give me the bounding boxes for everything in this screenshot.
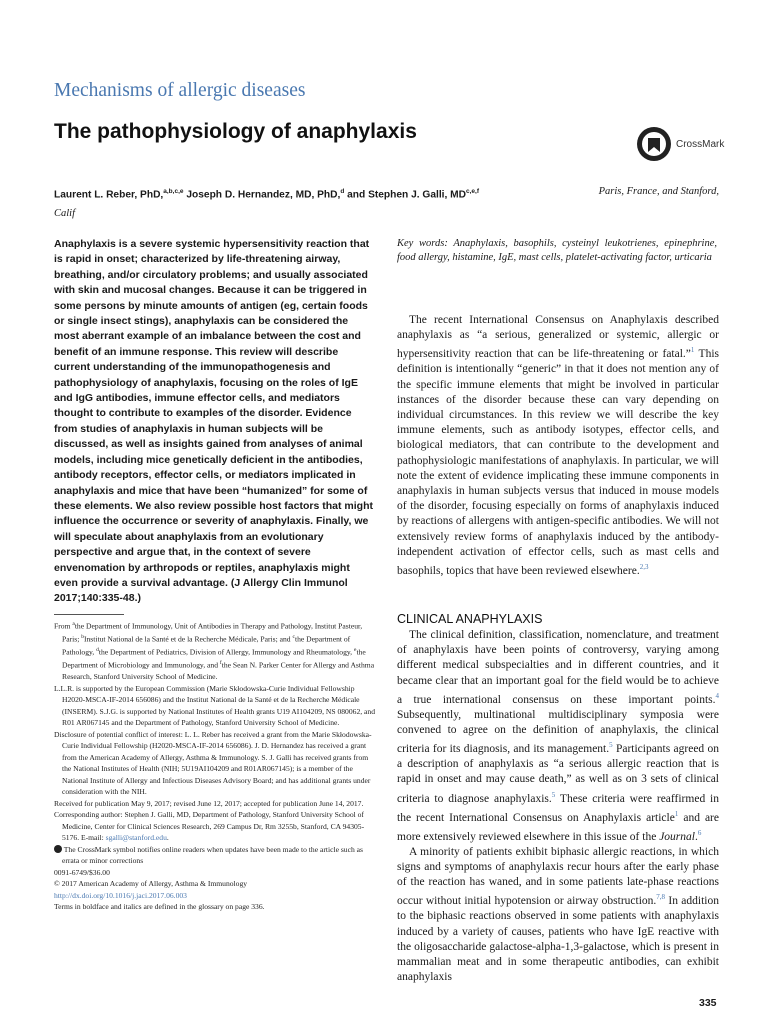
reference-link[interactable]: 5 — [551, 790, 556, 799]
footnote-issn: 0091-6749/$36.00 — [54, 867, 110, 877]
section-heading-clinical-anaphylaxis: CLINICAL ANAPHYLAXIS — [397, 612, 543, 626]
author-affiliation-marks: c,e,f — [466, 188, 480, 195]
crossmark-icon — [636, 126, 672, 162]
footnote-crossmark: The CrossMark symbol notifies online readers when updates have been made to the article such as errata or minor corrections — [54, 844, 376, 867]
reference-link[interactable]: 4 — [715, 691, 719, 700]
doi-link[interactable]: http://dx.doi.org/10.1016/j.jaci.2017.06.003 — [54, 890, 187, 900]
footnote-received: Received for publication May 9, 2017; revised June 12, 2017; accepted for publication June 14, 2017. — [54, 798, 364, 808]
keywords-text: Anaphylaxis, basophils, cysteinyl leukotrienes, epinephrine, food allergy, histamine, IgE, mast cells, platelet-activating factor, urticaria — [397, 238, 717, 263]
crossmark-badge[interactable] — [636, 126, 724, 162]
affiliation-location: Paris, France, and Stanford, — [598, 186, 719, 197]
section-label: Mechanisms of allergic diseases — [54, 80, 306, 101]
author-name: Joseph D. Hernandez, MD, PhD, — [186, 189, 341, 201]
reference-link[interactable]: 7,8 — [656, 893, 666, 902]
author-name: Laurent L. Reber, PhD, — [54, 189, 164, 201]
author-list — [54, 182, 719, 223]
abstract: Anaphylaxis is a severe systemic hypersensitivity reaction that is rapid in onset; characterized by life-threatening airway, breathing, and/or circulatory problems; and usually associated with skin and mucosal changes. Because it can be triggered in some persons by minute amounts of antigen (eg, certain foods or single insect stings), anaphylaxis can be considered the most aberrant example of an imbalance between the cost and benefit of an immune response. This review will describe current understanding of the immunopathogenesis and pathophysiology of anaphylaxis, focusing on the roles of IgE and IgG antibodies, immune effector cells, and mediators thought to contribute to examples of the disorder. Evidence from studies of anaphylaxis in human subjects will be discussed, as well as insights gained from analyses of animal models, including mice genetically deficient in the antibodies, antibody receptors, effector cells, or mediators implicated in anaphylaxis and mice that have been “humanized” for some of these elements. We also review possible host factors that might influence the occurrence or severity of anaphylaxis. Finally, we will speculate about anaphylaxis from an evolutionary perspective and argue that, in the context of severe envenomation by arthropods or reptiles, anaphylaxis might even provide a survival advantage. (J Allergy Clin Immunol 2017;140:335-48.) — [54, 238, 373, 605]
article-title: The pathophysiology of anaphylaxis — [54, 120, 417, 143]
reference-link[interactable]: 2,3 — [639, 563, 649, 572]
footnote-divider — [54, 614, 124, 615]
clinical-section — [397, 628, 719, 985]
reference-link[interactable]: 1 — [690, 346, 695, 355]
clinical-paragraph: A minority of patients exhibit biphasic allergic reactions, in which signs and symptoms of anaphylaxis recur hours after the early phase of the reaction has waned, and in some patients late-phase reactions occur without initial hypotension or airway obstruction.$^{7,8}$ In addition to the biphasic reactions observed in some patients with anaphylaxis induced by a variety of causes, patients who have IgE reactive with the oligosaccharide galactose-alpha-1,3-galactose, which is present in mammalian meat and in some therapeutic antibodies, can exhibit anaphylaxis — [397, 845, 719, 984]
footnote-copyright: © 2017 American Academy of Allergy, Asthma & Immunology — [54, 879, 248, 889]
footnote-funding: L.L.R. is supported by the European Commission (Marie Skłodowska-Curie Individual Fellowship H2020-MSCA-IF-2014 656086) and the Institut National de la Santé et de la Recherche Médicale (INSERM). S.J.G. is supported by National Institutes of Health grants U19 AI104209, NS 080062, and R01 AR067145 and the Department of Pathology, Stanford University School of Medicine. — [54, 683, 376, 728]
reference-link[interactable]: 5 — [609, 741, 613, 750]
intro-section — [397, 313, 719, 579]
intro-paragraph: The recent International Consensus on Anaphylaxis described anaphylaxis as “a serious, generalized or systemic, allergic or hypersensitivity reaction that can be life-threatening or fatal.”$^1$ This definition is intentionally “generic” in that it does not mention any of the specific immune elements that might be involved in particular instances of the disorder because these can vary depending on individual circumstances. In this review we will describe the key immune elements, such as antibody isotypes, effector cells, and biological mediators, that can contribute to the development and pathophysiologic manifestations of anaphylaxis. In particular, we will note the extent of evidence implicating these immune components in anaphylaxis in human subjects versus that induced in mouse models of the disorder, focusing especially on forms of anaphylaxis induced by reactions of allergens with antigen-specific antibodies. We will not extensively review forms of anaphylaxis induced by the antibody-independent activation of effector cells, such as mast cells and basophils, topics that have been reviewed elsewhere.$^{2,3}$ — [397, 314, 719, 577]
footnote-affiliations: From $^a$the Department of Immunology, Unit of Antibodies in Therapy and Pathology, Institut Pasteur, Paris; $^b$Institut National de la Santé et de la Recherche Médicale, Paris; and $^c$the Department of Pathology, $^d$the Department of Pediatrics, Division of Allergy, Immunology and Rheumatology, $^e$the Department of Microbiology and Immunology, and $^f$the Sean N. Parker Center for Allergy and Asthma Research, Stanford University School of Medicine. — [54, 621, 375, 682]
footnotes — [54, 614, 376, 913]
crossmark-mini-icon — [54, 845, 62, 853]
keywords — [397, 237, 717, 265]
corresponding-email-link[interactable]: sgalli@stanford.edu — [105, 833, 167, 843]
footnote-disclosure: Disclosure of potential conflict of interest: L. L. Reber has received a grant from the Marie Skłodowska-Curie Individual Fellowship (H2020-MSCA-IF-2014 656086). J. D. Hernandez has received a grant from the American Academy of Allergy, Asthma & Immunology. S. J. Galli has received grants from the National Institutes of Health (NIH; 5U19AI104209 and R01AR067145); is a member of the National Institute of Allergy and Infectious Diseases Advisory Board; and has additional grants under consideration with the NIH. — [54, 729, 372, 797]
reference-link[interactable]: 6 — [697, 828, 702, 837]
author-affiliation-marks: a,b,c,e — [163, 188, 184, 195]
footnote-glossary-note: Terms in boldface and italics are defined in the glossary on page 336. — [54, 902, 265, 912]
footnote-corresponding-author: Corresponding author: Stephen J. Galli, MD, Department of Pathology, Stanford University School of Medicine, Center for Clinical Sciences Research, 269 Campus Dr, Rm 3255b, Stanford, CA 94305-5176. E-mail: sgalli@stanford.edu. — [54, 810, 365, 843]
author-affiliation-marks: d — [340, 188, 345, 195]
crossmark-label: CrossMark — [676, 138, 725, 150]
reference-link[interactable]: 1 — [674, 809, 679, 818]
clinical-paragraph: The clinical definition, classification, nomenclature, and treatment of anaphylaxis have been points of controversy, varying among different medical subspecialties and in different countries, and it became clear that an important goal for the field would be to achieve a true international consensus on these important points.$^4$ Subsequently, multinational multidisciplinary symposia were convened to agree on the definition of anaphylaxis, the clinical criteria for its diagnosis, and its management.$^5$ Participants agreed on a description of anaphylaxis as “a serious allergic reaction that is rapid in onset and may cause death,” as well as on 3 sets of clinical criteria to diagnose anaphylaxis.$^5$ These criteria were reaffirmed in the recent International Consensus on Anaphylaxis article$^1$ and are more extensively reviewed elsewhere in this issue of the Journal.$^6$ — [397, 629, 719, 843]
keywords-label: Key words: — [397, 238, 448, 249]
footnote-doi — [54, 890, 376, 902]
author-name: and Stephen J. Galli, MD — [347, 189, 467, 201]
affiliation-location-cont: Calif — [54, 208, 76, 220]
page-number: 335 — [699, 997, 717, 1009]
